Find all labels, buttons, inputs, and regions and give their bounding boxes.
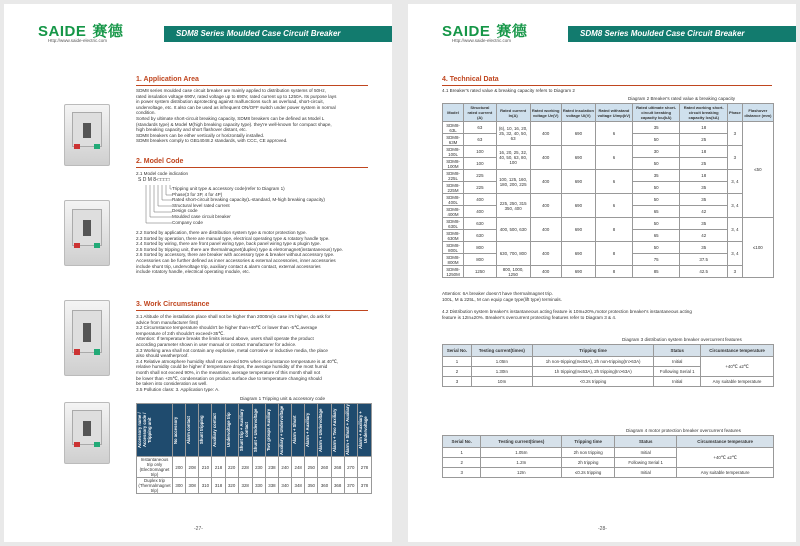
page-number: -27-	[194, 526, 203, 532]
table-cell: 10In	[471, 377, 532, 387]
header-band: SDM8 Series Moulded Case Circuit Breaker	[568, 26, 796, 42]
table-cell: 35	[632, 122, 680, 134]
model-code-item: Structural level rated current	[172, 202, 230, 208]
table-header: Status	[654, 345, 701, 357]
table-cell: 630	[464, 218, 497, 230]
table-cell: SDM8-100L	[443, 146, 464, 158]
table-cell: 400, 500, 630	[496, 218, 530, 242]
model-code-item: Tripping unit type & accessory code(refer to Diagram 1)	[172, 186, 285, 191]
table-header: Alarm + Two Auxiliary	[331, 404, 344, 457]
text-line: rated insulation voltage 690V, rated voltage up to 690V, rated current up to 1250A. Its purpose lays	[136, 93, 337, 99]
table-cell: 50	[632, 242, 680, 254]
text-line: 3.1 Altitude of the installation place shall not be higher than 2000m(in case it's higher, do ask for	[136, 314, 331, 319]
table-cell: 690	[561, 218, 595, 242]
table-cell: SDM8-1250M	[443, 266, 464, 278]
table-cell: 308	[186, 478, 199, 494]
text-line: be lower than +25℃, condensation on product surface due to temperature changing should	[136, 375, 322, 381]
table-cell: 310	[199, 478, 212, 494]
table-cell: 12In	[481, 468, 562, 478]
table-cell: SDM8-800L	[443, 242, 464, 254]
divider	[136, 167, 368, 168]
text-line: Attention: If temperature breaks the limits issued above, users shall operate the product	[136, 336, 314, 342]
table-header: Shunt trip + Auxiliary contact	[238, 404, 252, 457]
section-heading: 3. Work Circumstance	[136, 301, 210, 308]
table-cell: 218	[212, 457, 225, 478]
table-header: Flashover distance (mm)	[742, 104, 773, 122]
table-row	[443, 122, 774, 134]
table-header: Alarm contact	[186, 404, 199, 457]
table-row	[443, 377, 774, 387]
table-cell: 3	[727, 266, 742, 278]
work-circumstance-list	[136, 314, 372, 392]
text-line: Sorted by ultimate short-circuit breaking capacity, SDM8 breakers can be defined as Model L	[136, 115, 325, 121]
table-cell: 270	[344, 457, 357, 478]
text-line: (standards type) & Model M(high breaking capacity type). they're well-known for compact shape,	[136, 121, 332, 127]
table-cell: 400	[464, 194, 497, 206]
text-line: 3.4 Relative atmosphere humidity shall not exceed 50% when circumstance temperature is at 40℃,	[136, 358, 339, 364]
table-cell: 100	[464, 146, 497, 158]
table-cell: 2h non tripping	[562, 448, 615, 458]
section-heading: 1. Application Area	[136, 76, 199, 83]
table-cell: 400	[464, 206, 497, 218]
table-cell: 260	[318, 457, 331, 478]
table-cell: 35	[680, 194, 728, 206]
table-cell: 63	[464, 122, 497, 134]
table-row	[443, 266, 774, 278]
attention-note	[442, 291, 772, 302]
text-line: 2.5 Sorted by tripping unit, there are thermalmagnet(duplex) type & eletromagnet(instantaneous) type.	[136, 246, 344, 252]
table-cell: 228	[238, 457, 252, 478]
table-cell: 400	[530, 218, 561, 242]
table-cell: 50	[632, 218, 680, 230]
model-code-item: Design code	[172, 208, 198, 214]
table-cell: 85	[632, 266, 680, 278]
table-cell: <0.2s tripping	[532, 377, 654, 387]
table-header: Alarm + Undervoltage	[318, 404, 331, 457]
table-cell: 1250	[464, 266, 497, 278]
table-cell: 400	[530, 146, 561, 170]
table-header: Alarm + Auxiliary + Undervoltage	[357, 404, 371, 457]
text-line: SDM8 breakers comply to GB14048.2 standards, with CCC, CE approved.	[136, 138, 288, 144]
table-cell: Initial	[654, 357, 701, 367]
diagram-1-table	[136, 403, 372, 494]
table-cell: 370	[344, 478, 357, 494]
table-cell: 16, 20, 25, 32, 40, 50, 63, 80, 100	[496, 146, 530, 170]
table-cell: 250	[305, 457, 318, 478]
brand-logo: SAIDE 赛德	[38, 23, 124, 40]
table-header: Testing current(times)	[481, 436, 562, 448]
text-line: SDM8 breakers can be either vertically or horizontally installed.	[136, 132, 265, 138]
table-header: Model	[443, 104, 464, 122]
text-line: include shunt trip, undervoltage trip, auxiliary contact & alarm contact, external accessories	[136, 263, 321, 269]
table-header: Auxiliary contact	[212, 404, 225, 457]
model-code: S D M 8-□□□□	[138, 177, 170, 183]
table-cell: 248	[292, 457, 305, 478]
table-row	[443, 218, 774, 230]
text-line: according parameter shown in user manual or contact manufacturer for advice.	[136, 341, 297, 347]
table-header: No accessory	[173, 404, 186, 457]
table-cell: SDM8-630L	[443, 218, 464, 230]
table-cell: 3	[727, 122, 742, 146]
table-cell: 630, 700, 800	[496, 242, 530, 266]
table-cell: 2	[443, 367, 472, 377]
table-cell: 1h tripping(In≤63A), 2h tripping(In>63A)	[532, 367, 654, 377]
diagram-2-title: Diagram 2 Breaker's rated value & breaking capacity	[628, 96, 736, 101]
table-header: Shunt + Undervoltage	[252, 404, 265, 457]
table-cell: 400	[530, 242, 561, 266]
table-header: Rated current In(A)	[496, 104, 530, 122]
model-code-item: Moulded case circuit breaker	[172, 213, 231, 219]
feature-note	[442, 309, 772, 320]
table-row	[443, 436, 774, 448]
table-cell: 25	[680, 158, 728, 170]
table-cell: 8	[596, 266, 633, 278]
divider	[136, 310, 368, 311]
table-header: Rated ultimate short-circuit breaking capacity Icu(kA)	[632, 104, 680, 122]
table-cell: 50	[632, 134, 680, 146]
table-cell: 340	[278, 478, 291, 494]
table-cell: 50	[632, 182, 680, 194]
table-cell: SDM8-800M	[443, 254, 464, 266]
table-cell: 50	[632, 158, 680, 170]
table-cell: 800	[464, 242, 497, 254]
table-cell: SDM8-400M	[443, 206, 464, 218]
page-number: -28-	[598, 526, 607, 532]
text-line: 2.2 Sorted by application, there are distribution system type & motor protection type.	[136, 230, 307, 235]
table-cell: Instantaneous trip only (Electromagnet trip)	[137, 457, 173, 478]
table-cell: Following Serial 1	[654, 367, 701, 377]
text-line: 3.3 Working area shall not contain any explosive, metal corrosive or inductive media, the place	[136, 347, 328, 353]
table-header: Circumstance temperature	[701, 345, 774, 357]
application-text	[136, 88, 372, 144]
table-cell: 42.5	[680, 266, 728, 278]
text-line: Attention: 6A breaker doesn't have thermalmagnet trip.	[442, 291, 553, 296]
table-header: Alarm + Shunt + Auxiliary	[344, 404, 357, 457]
table-cell: SDM8-225M	[443, 182, 464, 194]
table-cell: 3	[443, 377, 472, 387]
table-cell: 30	[632, 146, 680, 158]
table-cell: SDM8-400L	[443, 194, 464, 206]
table-cell: 8	[596, 242, 633, 266]
text-line: be taken into consideration as well.	[136, 381, 208, 387]
table-cell: 6	[596, 122, 633, 146]
table-cell: 400	[530, 194, 561, 218]
text-line: in power system distribution &protecting against malfunctions such as overload, short-circuit,	[136, 99, 324, 105]
table-cell: 400	[530, 170, 561, 194]
table-row	[137, 404, 372, 457]
divider	[442, 85, 772, 86]
text-line: relative humidity could be higher if temperature drops, the average humidity of the most humid	[136, 364, 328, 370]
right-page	[408, 4, 796, 542]
table-cell: 65	[632, 230, 680, 242]
table-cell: 690	[561, 170, 595, 194]
text-line: include rotatory handle, electrical operating module, etc.	[136, 269, 250, 275]
table-cell: 225	[464, 170, 497, 182]
table-header: Rated insulation voltage Ui(V)	[561, 104, 595, 122]
model-code-item: Company code	[172, 219, 203, 225]
table-row	[443, 242, 774, 254]
table-cell: +40℃ ±2℃	[677, 448, 774, 468]
table-cell: 6	[596, 194, 633, 218]
table-cell: 3, 4	[727, 218, 742, 242]
table-cell: 690	[561, 122, 595, 146]
table-header: Testing current(times)	[471, 345, 532, 357]
model-code-item: Rated short-circuit breaking capacity(L-standard, M-high breaking capacity)	[172, 197, 325, 203]
table-cell: 240	[278, 457, 291, 478]
table-cell: 800, 1000, 1250	[496, 266, 530, 278]
table-header: Two groups Auxiliary	[265, 404, 278, 457]
text-line: 3.2 Circumstance temperature shouldn't be higher than+40℃ or lower than -5℃,average	[136, 325, 318, 331]
table-cell: ≤50	[742, 122, 773, 218]
text-line: 4.2 Distribution system breaker's instantaneous acting feature is 10In±20%,motor protection breaker's instantaneous acting	[442, 309, 692, 314]
breaker-photo	[64, 300, 110, 376]
table-row	[443, 345, 774, 357]
table-cell: 278	[357, 457, 371, 478]
table-cell: 800	[464, 254, 497, 266]
text-line: 2.6 Sorted by accessory, there are breaker with accessory type & breaker without accessory type.	[136, 252, 335, 258]
table-cell: 238	[265, 457, 278, 478]
table-cell: 220	[225, 457, 238, 478]
table-cell: 65	[632, 206, 680, 218]
table-cell: 1.2In	[481, 458, 562, 468]
table-cell: SDM8-630M	[443, 230, 464, 242]
table-cell: (6), 10, 16, 20, 25, 32, 40, 50, 63	[496, 122, 530, 146]
table-cell: 225, 250, 315 350, 400	[496, 194, 530, 218]
table-cell: 8	[596, 218, 633, 242]
table-cell: 1.05In	[471, 357, 532, 367]
table-row	[443, 146, 774, 158]
table-cell: 208	[186, 457, 199, 478]
table-cell: 2	[443, 458, 481, 468]
table-cell: 690	[561, 146, 595, 170]
table-cell: 6	[596, 170, 633, 194]
left-page	[4, 4, 392, 542]
table-header: Serial No.	[443, 345, 472, 357]
table-cell: SDM8-63M	[443, 134, 464, 146]
table-cell: 75	[632, 254, 680, 266]
table-cell: 690	[561, 266, 595, 278]
brand-url: Http://www.saide-electric.com	[452, 38, 512, 43]
table-cell: 1.30In	[471, 367, 532, 377]
table-cell: 100, 125, 160, 180, 200, 225	[496, 170, 530, 194]
table-cell: 320	[225, 478, 238, 494]
text-line: 100L, M & 225L, M can equip cage type(lift type) terminals.	[442, 296, 563, 302]
table-cell: 400	[530, 266, 561, 278]
table-cell: 3, 4	[727, 194, 742, 218]
table-cell: 42	[680, 230, 728, 242]
table-cell: 3, 4	[727, 242, 742, 266]
text-line: 2.4 Sorted by wiring, there are front panel wiring type, back panel wiring type & plugin type.	[136, 241, 321, 247]
table-row	[443, 468, 774, 478]
table-cell: 3	[727, 146, 742, 170]
table-cell: 18	[680, 146, 728, 158]
table-cell: 35	[680, 182, 728, 194]
table-cell: 268	[331, 457, 344, 478]
table-cell: 63	[464, 134, 497, 146]
table-header: Auxiliary + Undervoltage	[278, 404, 291, 457]
table-cell: 18	[680, 170, 728, 182]
table-row	[443, 357, 774, 367]
table-cell: 3, 4	[727, 170, 742, 194]
table-header: Structural rated current (A)	[464, 104, 497, 122]
table-row	[443, 448, 774, 458]
table-cell: 330	[252, 478, 265, 494]
table-cell: SDM8-63L	[443, 122, 464, 134]
table-header: Accessory name / Accessory code / Tripping unit	[137, 404, 173, 457]
breaker-photo	[64, 200, 110, 266]
text-line: advice from manufacturer first)	[136, 319, 199, 325]
diagram-3-table	[442, 344, 774, 387]
diagram-1-title: Diagram 1 Tripping unit & accessory code	[240, 396, 326, 401]
text-line: temperature of 24h shouldn't exceed+35℃.	[136, 330, 225, 336]
table-cell: 37.5	[680, 254, 728, 266]
table-cell: 6	[596, 146, 633, 170]
table-cell: 690	[561, 242, 595, 266]
brand-url: Http://www.saide-electric.com	[48, 38, 108, 43]
table-header: Shunt tripping	[199, 404, 212, 457]
table-cell: SDM8-225L	[443, 170, 464, 182]
table-cell: Initial	[615, 448, 677, 458]
table-cell: 18	[680, 122, 728, 134]
table-cell: 300	[173, 478, 186, 494]
table-cell: Any suitable temperature	[701, 377, 774, 387]
model-code-sub: 2.1 Model code indication	[136, 171, 189, 176]
diagram-4-title: Diagram 4 motor protection breaker overcurrent features	[626, 428, 741, 433]
diagram-3-title: Diagram 3 distribution system breaker overcurrent features	[622, 337, 742, 342]
table-cell: 25	[680, 134, 728, 146]
section-heading: 4. Technical Data	[442, 76, 499, 83]
table-cell: 100	[464, 158, 497, 170]
diagram-2-table	[442, 103, 774, 278]
header-band: SDM8 Series Moulded Case Circuit Breaker	[164, 26, 392, 42]
table-cell: 378	[357, 478, 371, 494]
table-cell: 368	[331, 478, 344, 494]
table-cell: 210	[199, 457, 212, 478]
table-cell: 318	[212, 478, 225, 494]
table-header: Phase	[727, 104, 742, 122]
section-heading: 2. Model Code	[136, 158, 184, 165]
diagram-4-table	[442, 435, 774, 478]
table-cell: 400	[530, 122, 561, 146]
table-cell: 360	[318, 478, 331, 494]
table-cell: 225	[464, 182, 497, 194]
table-cell: 3	[443, 468, 481, 478]
text-line: condition.	[136, 110, 156, 116]
table-cell: 328	[238, 478, 252, 494]
table-header: Rated withstand voltage Uimp(kV)	[596, 104, 633, 122]
table-cell: 230	[252, 457, 265, 478]
table-cell: ≤100	[742, 218, 773, 278]
table-header: Rated working short-circuit breaking capacity Ics(kA)	[680, 104, 728, 122]
table-header: Circumstance temperature	[677, 436, 774, 448]
table-cell: 1h non-tripping(In≤63A), 2h non-tripping(In>63A)	[532, 357, 654, 367]
table-cell: 630	[464, 230, 497, 242]
table-cell: 35	[680, 242, 728, 254]
table-cell: Any suitable temperature	[677, 468, 774, 478]
breaker-photo	[64, 402, 110, 464]
text-line: feature is 12In±20%. Breaker's overcurrent protecting features refer to Diagram 3 & 4.	[442, 314, 617, 320]
table-header: Alarm + Shunt	[292, 404, 305, 457]
table-row	[137, 478, 372, 494]
table-cell: 2h tripping	[562, 458, 615, 468]
table-cell: 1	[443, 357, 472, 367]
table-header: Tripping time	[562, 436, 615, 448]
table-cell: 200	[173, 457, 186, 478]
text-line: 2.3 Sorted by operation, there are manual type, electrical operating type & rotatory handle type.	[136, 235, 330, 241]
text-line: month shall not exceed 90%, in the meantime, average temperature of this month shall not	[136, 369, 321, 375]
text-line: Accessories can be further defined as inner accessories & external accessories, inner accessories	[136, 257, 336, 263]
table-cell: ≤0.2s tripping	[562, 468, 615, 478]
model-code-item: Phase(3 for 3P, 4 for 4P)	[172, 191, 223, 197]
divider	[136, 85, 368, 86]
model-code-brackets	[144, 184, 174, 228]
table-cell: 1	[443, 448, 481, 458]
table-row	[137, 457, 372, 478]
table-header: Serial No.	[443, 436, 481, 448]
text-line: high breaking capacity and short flashover distant, etc.	[136, 127, 247, 133]
table-cell: 350	[305, 478, 318, 494]
table-cell: 42	[680, 206, 728, 218]
table-header: Undervoltage trip	[225, 404, 238, 457]
table-cell: +40℃ ±2℃	[701, 357, 774, 377]
table-row	[443, 104, 774, 122]
table-row	[443, 170, 774, 182]
text-line: also should weatherproof.	[136, 353, 189, 359]
sort-list	[136, 230, 372, 275]
brand-logo: SAIDE 赛德	[442, 23, 528, 40]
table-cell: Following Serial 1	[615, 458, 677, 468]
table-cell: 35	[680, 218, 728, 230]
table-cell: Duplex trip (Thermalmagnet trip)	[138, 478, 171, 493]
table-cell: 348	[292, 478, 305, 494]
table-cell: Initial	[654, 377, 701, 387]
table-header: Tripping time	[532, 345, 654, 357]
table-row	[443, 194, 774, 206]
table-header: Rated working voltage Ue(V)	[530, 104, 561, 122]
technical-sub: 4.1 Breaker's rated value & breaking capacity refers to Diagram 2	[442, 88, 575, 93]
text-line: SDM8 series moulded case circuit breaker are mainly applied to distribution systems of 50Hz,	[136, 88, 326, 93]
table-cell: 35	[632, 170, 680, 182]
table-cell: 338	[265, 478, 278, 494]
breaker-photo	[64, 104, 110, 166]
table-header: Alarm + Auxiliary	[305, 404, 318, 457]
model-code-items	[172, 186, 372, 225]
table-header: Status	[615, 436, 677, 448]
table-cell: 50	[632, 194, 680, 206]
table-cell: Initial	[615, 468, 677, 478]
table-cell: 690	[561, 194, 595, 218]
table-cell: SDM8-100M	[443, 158, 464, 170]
text-line: undervoltage, etc. It also can be used as infrequent ON/OFF switch under power system in normal	[136, 104, 336, 110]
text-line: 3.5 Pollution class: 3. Application type: A.	[136, 386, 220, 392]
table-cell: 1.05In	[481, 448, 562, 458]
